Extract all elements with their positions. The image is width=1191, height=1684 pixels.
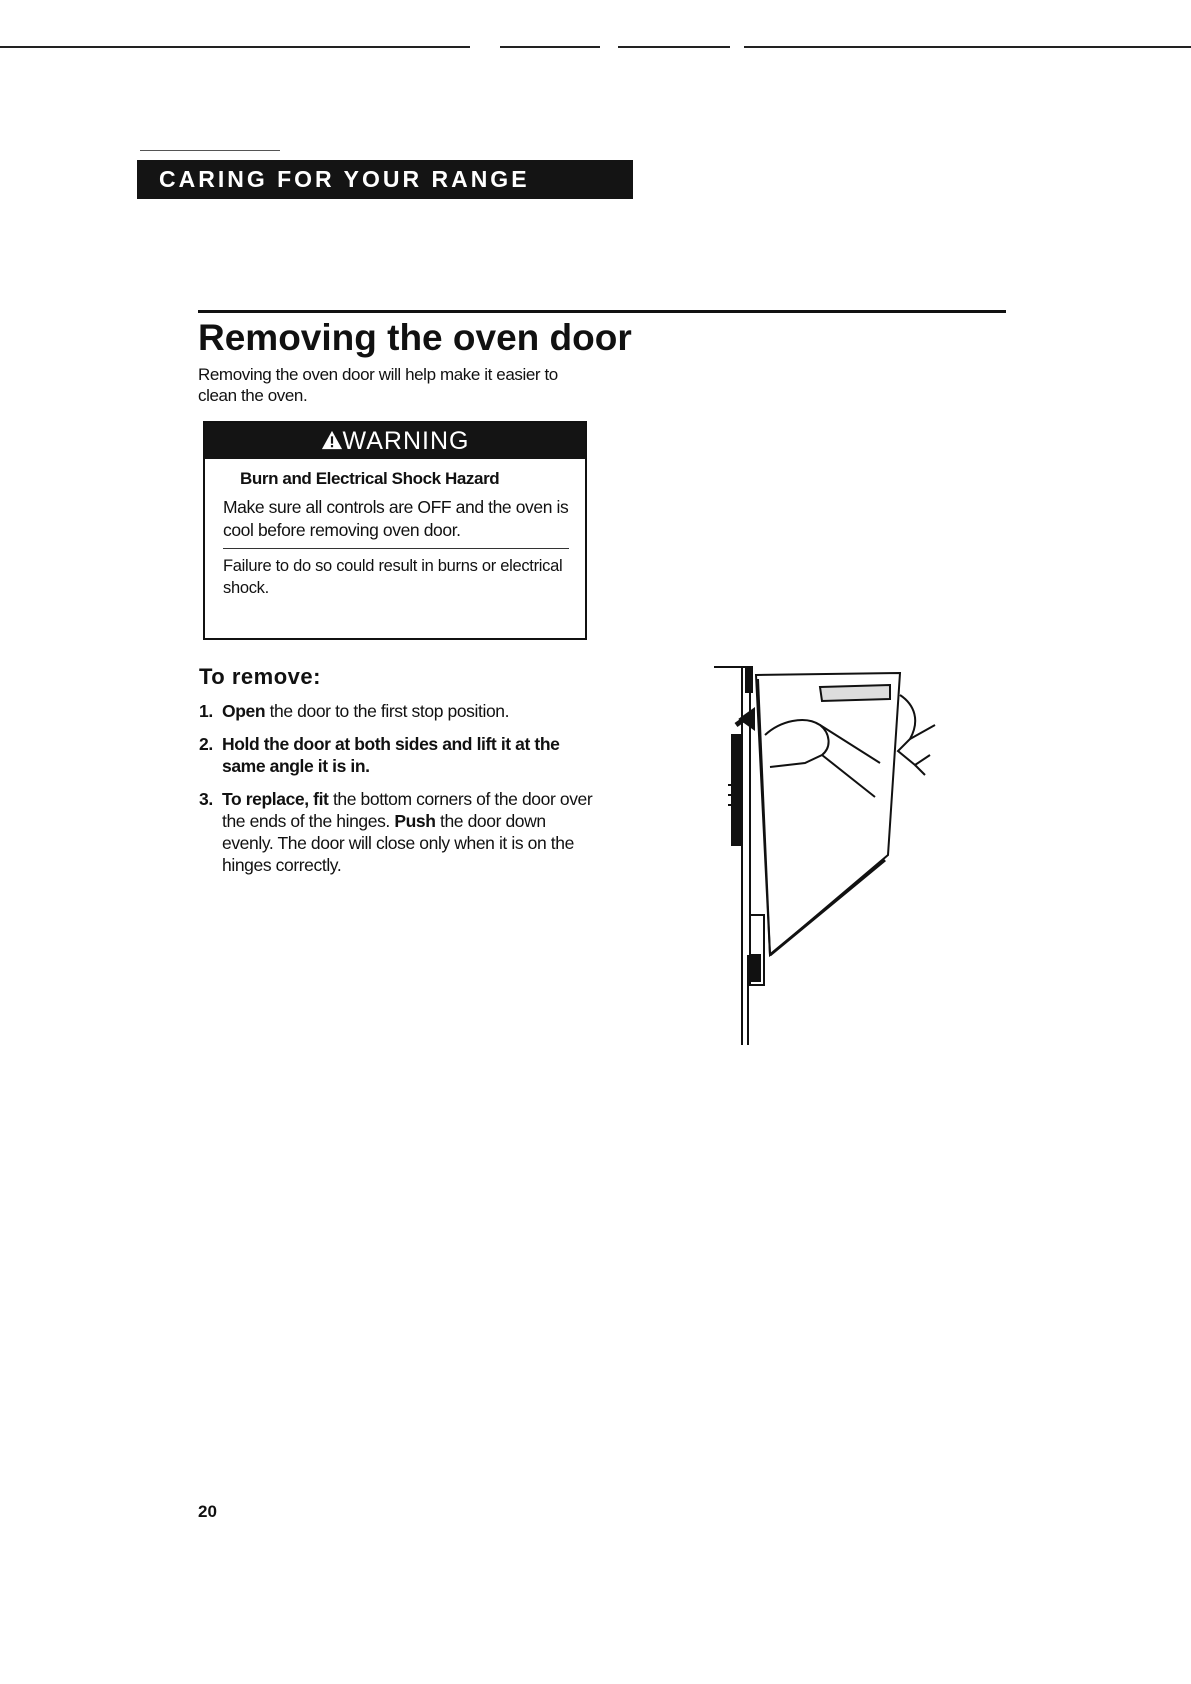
to-remove-heading: To remove: <box>199 664 321 689</box>
warning-label: WARNING <box>342 427 470 455</box>
step-3 <box>199 788 599 876</box>
step-text: the bottom corners of the door over the ends of the hinges. <box>222 789 593 831</box>
oven-door-removal-illustration <box>710 655 970 1050</box>
warning-consequence: Failure to do so could result in burns or electrical shock. <box>223 557 563 597</box>
step-text: the door to the first stop position. <box>265 701 510 721</box>
step-1 <box>199 700 599 722</box>
step-text: the door at both sides and <box>259 734 477 754</box>
step-2 <box>199 733 599 777</box>
step-lead: Open <box>222 701 266 721</box>
section-banner: CARING FOR YOUR RANGE <box>137 160 633 199</box>
title-rule <box>198 310 1006 313</box>
page-title: Removing the oven door <box>198 317 632 358</box>
warning-text: Make sure all controls are OFF and the oven is cool before removing oven door. <box>223 497 569 540</box>
rule-gap <box>600 45 618 49</box>
page-top-rule <box>0 46 1191 48</box>
warning-triangle-icon <box>321 429 343 451</box>
intro-text: Removing the oven door will help make it easier to clean the oven. <box>198 365 558 405</box>
step-lead: Hold <box>222 734 260 754</box>
hazard-title: Burn and Electrical Shock Hazard <box>240 469 500 488</box>
warning-divider <box>223 548 569 549</box>
removal-steps <box>199 700 599 887</box>
banner-rule <box>140 150 280 151</box>
page-number: 20 <box>198 1502 217 1521</box>
step-number: 2. <box>199 734 213 754</box>
rule-gap <box>730 45 744 49</box>
rule-gap <box>470 45 500 49</box>
step-number: 1. <box>199 701 213 721</box>
warning-body <box>205 459 585 599</box>
step-number: 3. <box>199 789 213 809</box>
warning-box <box>203 421 587 640</box>
step-emphasis: fit <box>313 789 329 809</box>
step-lead: To replace, <box>222 789 309 809</box>
step-emphasis-push: Push <box>394 811 436 831</box>
warning-header <box>205 423 585 459</box>
step-text-end: the door down evenly. The door will close only when it is on the hinges correctly. <box>222 811 574 875</box>
step-emphasis: lift it at the same angle it is in. <box>222 734 560 776</box>
